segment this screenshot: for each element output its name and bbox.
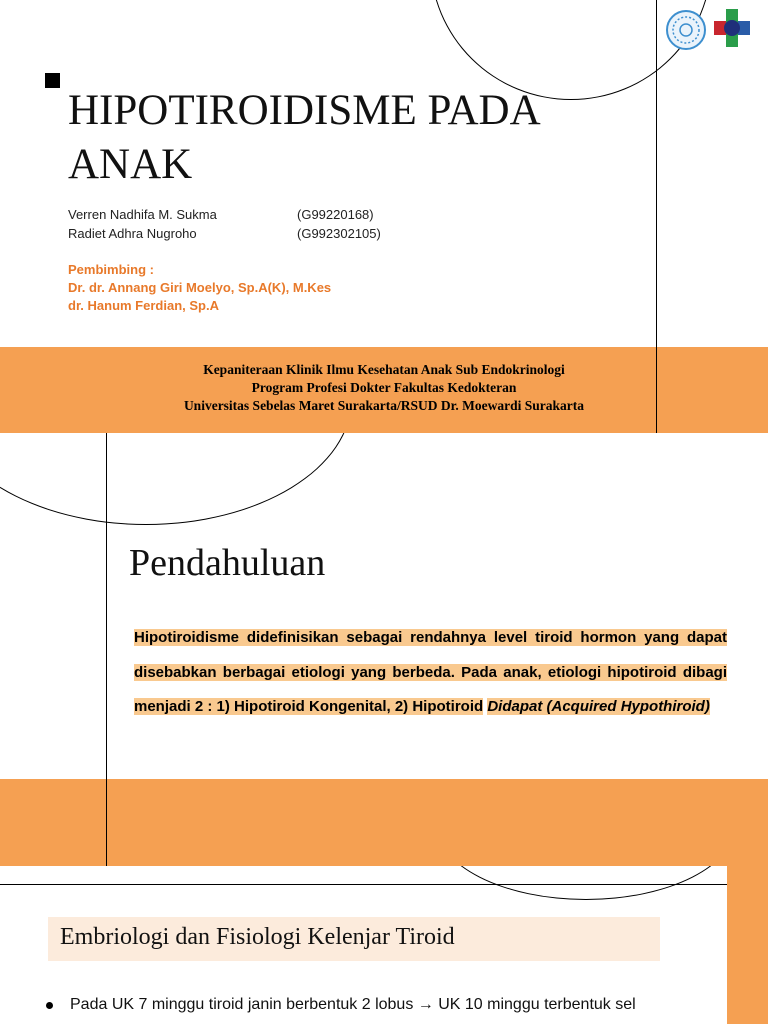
title-slide: [0, 0, 768, 433]
hospital-cross-logo: [712, 7, 752, 49]
author-nim: (G99220168): [297, 207, 374, 222]
section-heading: Embriologi dan Fisiologi Kelenjar Tiroid: [60, 924, 455, 950]
arrow-icon: →: [417, 996, 434, 1013]
bullet-text-end: UK 10 minggu terbentuk sel: [438, 996, 636, 1013]
intro-slide: [0, 433, 768, 866]
decorative-arc: [0, 433, 352, 525]
pembimbing-label: Pembimbing :: [68, 262, 154, 277]
author-name: Radiet Adhra Nugroho: [68, 226, 197, 241]
decorative-line: [106, 779, 107, 866]
section-heading: Pendahuluan: [129, 542, 326, 584]
paragraph-text: Hipotiroidisme didefinisikan sebagai rendahnya level tiroid hormon yang dapat disebabkan berbagai etiologi yang berbeda. Pada anak, etiologi hipotiroid dibagi menjadi 2 : 1) Hipotiroid Kongenital, 2) Hipotiroid: [134, 629, 727, 715]
decorative-line: [656, 347, 657, 433]
author-nim: (G992302105): [297, 226, 381, 241]
author-name: Verren Nadhifa M. Sukma: [68, 207, 217, 222]
bullet-text-start: Pada UK 7 minggu tiroid janin berbentuk 2 lobus: [70, 996, 414, 1013]
university-seal-logo: [665, 9, 707, 51]
pembimbing-name: dr. Hanum Ferdian, Sp.A: [68, 298, 219, 313]
presentation-title: HIPOTIROIDISME PADA ANAK: [68, 87, 539, 188]
decorative-arc: [435, 866, 737, 900]
institution-band: [0, 347, 768, 433]
institution-line: Kepaniteraan Klinik Ilmu Kesehatan Anak Sub Endokrinologi: [203, 362, 565, 377]
intro-paragraph: [134, 621, 727, 725]
institution-line: Universitas Sebelas Maret Surakarta/RSUD Dr. Moewardi Surakarta: [183, 398, 585, 413]
orange-band: [0, 779, 768, 866]
pembimbing-name: Dr. dr. Annang Giri Moelyo, Sp.A(K), M.Kes: [68, 280, 332, 295]
orange-side-band: [727, 866, 768, 1024]
bullet-dot: [46, 1002, 53, 1009]
square-marker: [45, 73, 60, 88]
bullet-item: [70, 994, 720, 1016]
content-slide: [0, 866, 768, 1024]
institution-line: Program Profesi Dokter Fakultas Kedokteran: [251, 380, 517, 395]
paragraph-italic-text: Didapat (Acquired Hypothiroid): [487, 698, 710, 715]
section-heading-box: [48, 917, 660, 961]
